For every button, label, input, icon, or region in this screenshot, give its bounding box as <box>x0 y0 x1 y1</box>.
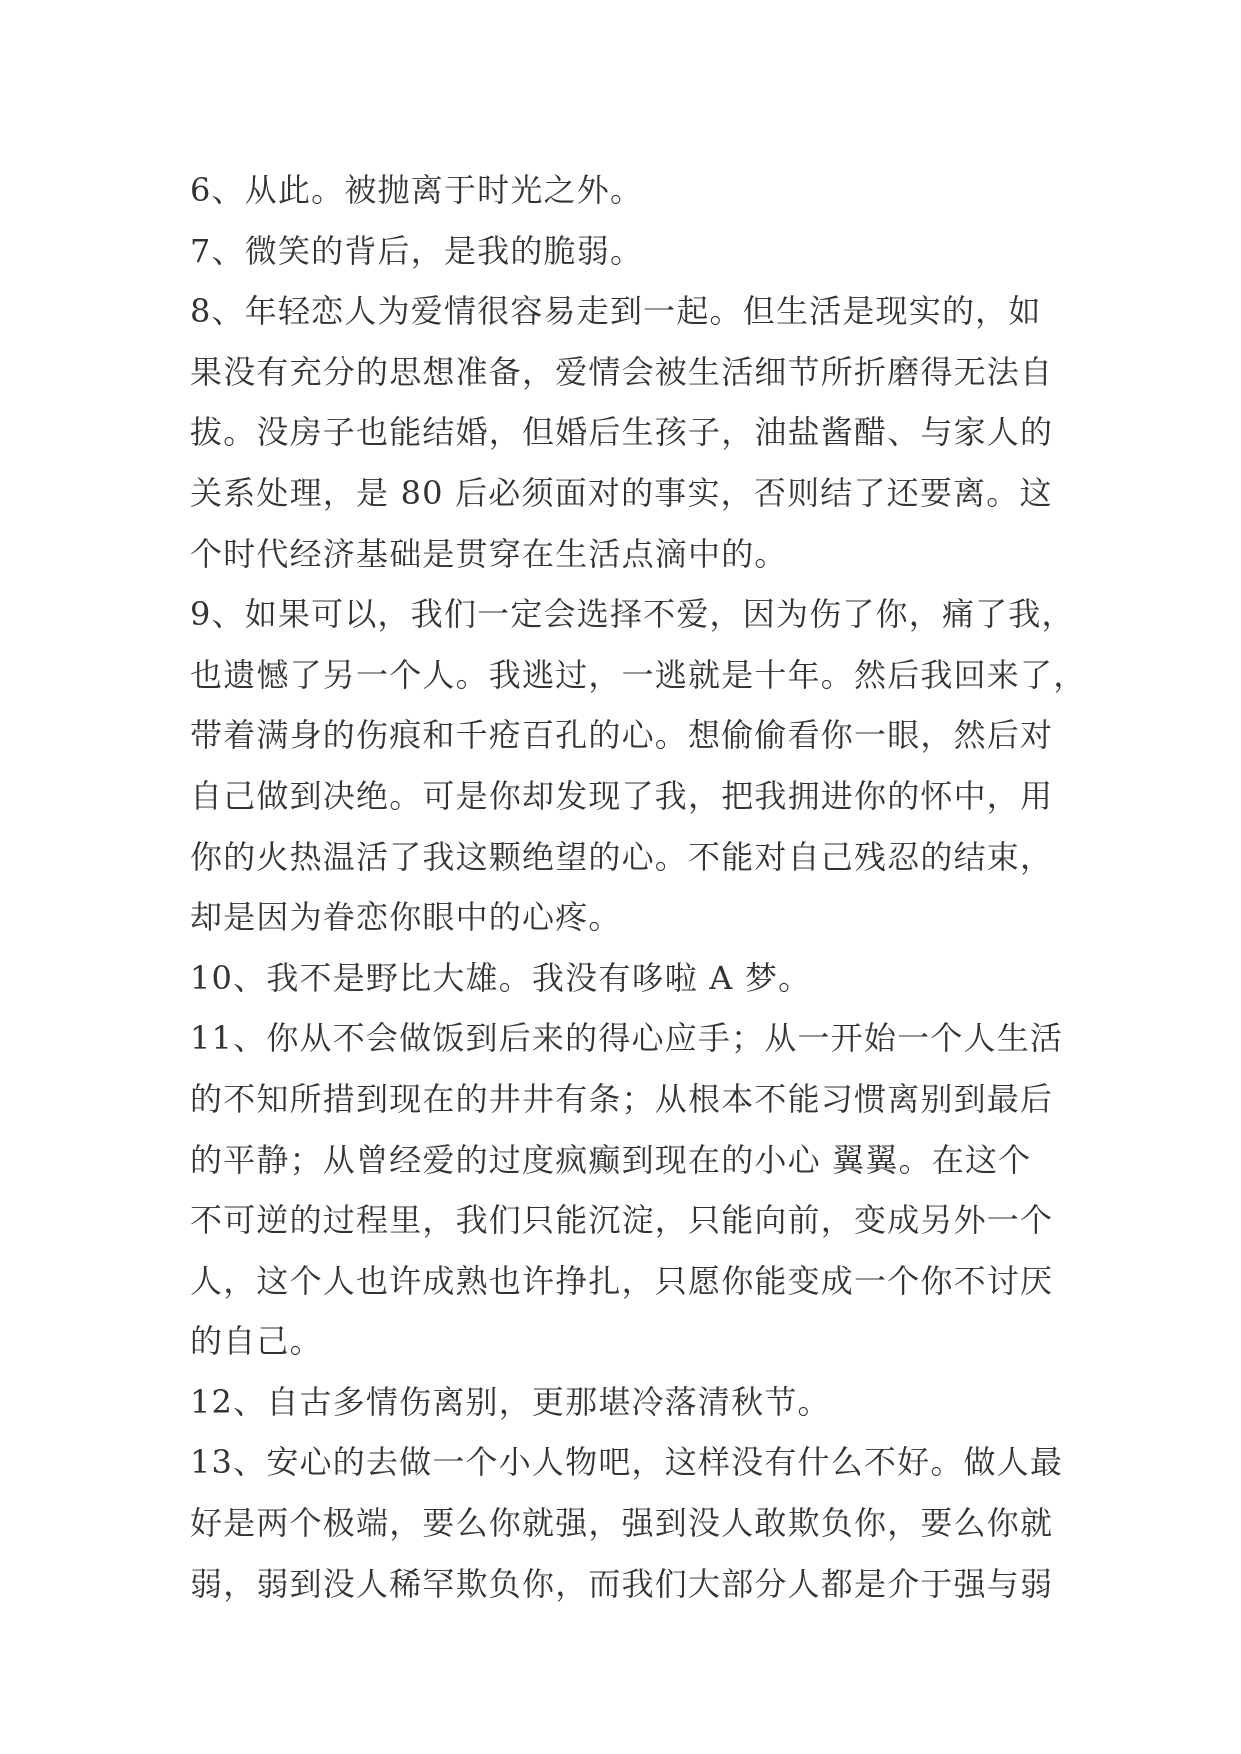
text-line: 关系处理，是 80 后必须面对的事实，否则结了还要离。这 <box>190 473 1053 512</box>
text-line: 9、如果可以，我们一定会选择不爱，因为伤了你，痛了我， <box>190 595 1075 634</box>
text-line: 拔。没房子也能结婚，但婚后生孩子，油盐酱醋、与家人的 <box>190 413 1054 452</box>
text-line: 也遗憾了另一个人。我逃过，一逃就是十年。然后我回来了， <box>190 655 1087 694</box>
text-line: 6、从此。被抛离于时光之外。 <box>190 171 644 209</box>
text-line: 不可逆的过程里，我们只能沉淀，只能向前，变成另外一个 <box>190 1201 1054 1240</box>
text-line: 的不知所措到现在的井井有条；从根本不能习惯离别到最后 <box>190 1079 1054 1118</box>
document-body <box>190 160 1087 1614</box>
text-line: 的自己。 <box>190 1322 323 1361</box>
text-line: 的平静；从曾经爱的过度疯癫到现在的小心 翼翼。在这个 <box>190 1140 1032 1179</box>
text-line: 带着满身的伤痕和千疮百孔的心。想偷偷看你一眼，然后对 <box>190 716 1054 755</box>
text-line: 你的火热温活了我这颗绝望的心。不能对自己残忍的结束， <box>190 837 1054 876</box>
text-line: 好是两个极端，要么你就强，强到没人敢欺负你，要么你就 <box>190 1504 1054 1543</box>
text-line: 8、年轻恋人为爱情很容易走到一起。但生活是现实的，如 <box>190 292 1042 331</box>
text-line: 11、你从不会做饭到后来的得心应手；从一开始一个人生活 <box>190 1019 1064 1058</box>
text-line: 7、微笑的背后，是我的脆弱。 <box>190 231 644 270</box>
text-line: 果没有充分的思想准备，爱情会被生活细节所折磨得无法自 <box>190 352 1054 391</box>
text-line: 人，这个人也许成熟也许挣扎，只愿你能变成一个你不讨厌 <box>190 1261 1054 1300</box>
text-line: 个时代经济基础是贯穿在生活点滴中的。 <box>190 534 788 573</box>
text-line: 12、自古多情伤离别，更那堪冷落清秋节。 <box>190 1382 831 1421</box>
text-line: 弱，弱到没人稀罕欺负你，而我们大部分人都是介于强与弱 <box>190 1564 1054 1603</box>
text-line: 自己做到决绝。可是你却发现了我，把我拥进你的怀中，用 <box>190 776 1054 815</box>
text-line: 却是因为眷恋你眼中的心疼。 <box>190 898 622 937</box>
text-line: 10、我不是野比大雄。我没有哆啦 A 梦。 <box>190 958 812 997</box>
text-line: 13、安心的去做一个小人物吧，这样没有什么不好。做人最 <box>190 1443 1064 1482</box>
